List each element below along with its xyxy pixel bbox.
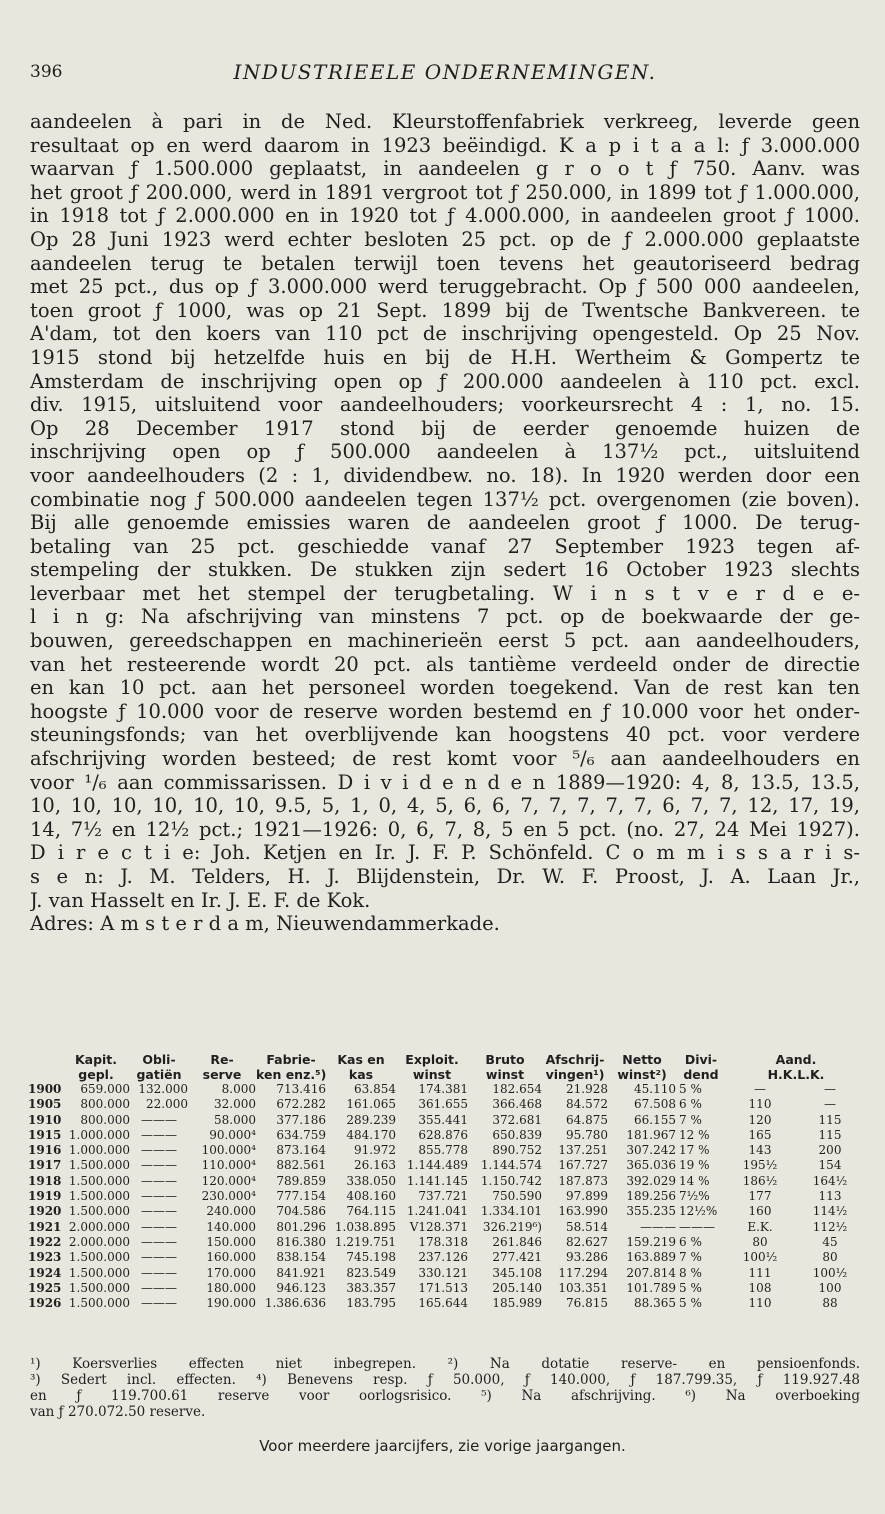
table-header-cell [28, 1067, 62, 1082]
table-cell: 1.150.742 [480, 1173, 542, 1188]
table-row [28, 1174, 866, 1189]
body-line: toen groot ƒ 1000, was op 21 Sept. 1899 bij de Twentsche Bankvereen. te [30, 298, 860, 322]
body-line: afschrijving worden besteed; de rest komt voor ⁵/₆ aan aandeelhouders en [30, 747, 860, 771]
table-cell: 377.186 [276, 1112, 326, 1127]
table-cell: 408.160 [346, 1189, 396, 1204]
table-cell: 63.854 [354, 1082, 396, 1096]
table-cell: 650.839 [492, 1127, 542, 1142]
table-row [28, 1250, 866, 1265]
table-header-cell: serve [202, 1067, 242, 1082]
table-cell: 88 [822, 1296, 838, 1311]
table-header-cell: Netto [622, 1052, 662, 1067]
table-cell: 137.251 [558, 1143, 608, 1158]
table-row [28, 1082, 866, 1097]
table-cell: 659.000 [80, 1082, 130, 1096]
body-line: 14, 7½ en 12½ pct.; 1921—1926: 0, 6, 7, 8, 5 en 5 pct. (no. 27, 24 Mei 1927). [30, 817, 860, 841]
table-cell: ——— [640, 1219, 676, 1234]
table-header-cell [28, 1052, 62, 1067]
table-cell: 1920 [28, 1204, 62, 1219]
table-row [28, 1113, 866, 1128]
table-cell: 946.123 [276, 1280, 326, 1295]
body-line: Amsterdam de inschrijving open op ƒ 200.000 aandeelen à 110 pct. excl. [30, 369, 860, 393]
table-cell: 1.144.489 [406, 1158, 468, 1173]
table-cell: 93.286 [566, 1250, 608, 1265]
table-row [28, 1189, 866, 1204]
table-cell: 189.256 [626, 1189, 676, 1204]
table-cell: 1.000.000 [68, 1127, 130, 1142]
table-cell: 95.780 [566, 1127, 608, 1142]
table-cell: 1.500.000 [68, 1250, 130, 1265]
table-cell: 1919 [28, 1189, 62, 1204]
table-cell: 22.000 [146, 1097, 188, 1112]
table-header-cell: Exploit. [405, 1052, 459, 1067]
table-cell: 355.441 [418, 1112, 468, 1127]
table-row [28, 1204, 866, 1219]
table-cell: 484.170 [346, 1127, 396, 1142]
table-cell: 132.000 [138, 1082, 188, 1096]
body-line: voor aandeelhouders (2 : 1, dividendbew. no. 18). In 1920 werden door een [30, 463, 860, 487]
table-cell: 365.036 [626, 1158, 676, 1173]
table-header-cell: winst²) [617, 1067, 667, 1082]
body-line: 10, 10, 10, 10, 10, 10, 9.5, 5, 1, 0, 4, 5, 6, 6, 7, 7, 7, 7, 7, 6, 7, 7, 12, 17, 19, [30, 794, 860, 818]
table-header-cell: dend [683, 1067, 719, 1082]
body-line: in 1918 tot ƒ 2.000.000 en in 1920 tot ƒ 4.000.000, in aandeelen groot ƒ 1000. [30, 204, 860, 228]
table-cell: 150.000 [206, 1234, 256, 1249]
table-cell: 330.121 [418, 1265, 468, 1280]
table-cell: ——— [141, 1265, 177, 1280]
table-cell: — [824, 1082, 836, 1096]
table-cell: 110.000⁴ [201, 1158, 256, 1173]
table-cell: 12½% [679, 1204, 718, 1219]
table-cell: 84.572 [566, 1097, 608, 1112]
body-line: resultaat op en werd daarom in 1923 beëindigd. K a p i t a a l: ƒ 3.000.000 [30, 133, 860, 157]
body-line: inschrijving open op ƒ 500.000 aandeelen à 137½ pct., uitsluitend [30, 440, 860, 464]
table-cell: 1.141.145 [406, 1173, 468, 1188]
table-cell: 750.590 [492, 1189, 542, 1204]
table-cell: 326.219⁶) [482, 1219, 542, 1234]
table-cell: 5 % [679, 1082, 702, 1096]
table-cell: 165 [748, 1127, 772, 1142]
table-cell: 181.967 [626, 1127, 676, 1142]
table-cell: 838.154 [276, 1250, 326, 1265]
table-header-cell: Obli- [142, 1052, 176, 1067]
table-cell: 1910 [28, 1112, 62, 1127]
table-cell: 183.795 [346, 1296, 396, 1311]
table-cell: 1.386.636 [264, 1296, 326, 1311]
body-line: waarvan ƒ 1.500.000 geplaatst, in aandeelen g r o o t ƒ 750. Aanv. was [30, 157, 860, 181]
table-row [28, 1281, 866, 1296]
table-header-cell: Fabrie- [266, 1052, 316, 1067]
table-cell: 277.421 [492, 1250, 542, 1265]
table-cell: ——— [141, 1234, 177, 1249]
table-cell: 361.655 [418, 1097, 468, 1112]
table-header-cell: Kapit. [74, 1052, 118, 1067]
table-cell: 45.110 [634, 1082, 676, 1096]
table-row [28, 1235, 866, 1250]
table-header-cell: Re- [210, 1052, 234, 1067]
table-cell: E.K. [747, 1219, 773, 1234]
table-cell: 187.873 [558, 1173, 608, 1188]
table-header-cell: Divi- [684, 1052, 718, 1067]
table-cell: 1.500.000 [68, 1280, 130, 1295]
table-cell: 103.351 [558, 1280, 608, 1295]
table-cell: 1916 [28, 1143, 62, 1158]
table-cell: 1905 [28, 1097, 62, 1112]
table-cell: 185.989 [492, 1296, 542, 1311]
table-cell: 117.294 [558, 1265, 608, 1280]
table-cell: 66.155 [634, 1112, 676, 1127]
table-cell: 58.000 [214, 1112, 256, 1127]
table-cell: 882.561 [276, 1158, 326, 1173]
body-line: voor ¹/₆ aan commissarissen. D i v i d e n d e n 1889—1920: 4, 8, 13.5, 13.5, [30, 770, 860, 794]
body-line: en kan 10 pct. aan het personeel worden toegekend. Van de rest kan ten [30, 676, 860, 700]
body-line: van het resteerende wordt 20 pct. als tantième verdeeld onder de directie [30, 652, 860, 676]
table-cell: 171.513 [418, 1280, 468, 1295]
table-cell: 154 [818, 1158, 842, 1173]
table-cell: 114½ [812, 1204, 848, 1219]
table-row [28, 1143, 866, 1158]
table-cell: 1.038.895 [334, 1219, 396, 1234]
table-header-cell: Bruto [485, 1052, 525, 1067]
financial-table [28, 1052, 866, 1311]
table-cell: 1.000.000 [68, 1143, 130, 1158]
table-cell: 12 % [679, 1127, 710, 1142]
table-cell: 186½ [742, 1173, 778, 1188]
table-cell: 165.644 [418, 1296, 468, 1311]
table-cell: 1918 [28, 1173, 62, 1188]
body-line: A'dam, tot den koers van 110 pct de inschrijving opengesteld. Op 25 Nov. [30, 322, 860, 346]
page-header [30, 60, 860, 88]
table-cell: 163.889 [626, 1250, 676, 1265]
table-header-cell: kas [348, 1067, 374, 1082]
table-cell: 289.239 [346, 1112, 396, 1127]
table-cell: 841.921 [276, 1265, 326, 1280]
table-cell: 161.065 [346, 1097, 396, 1112]
table-row [28, 1158, 866, 1173]
table-cell: 115 [818, 1127, 842, 1142]
table-cell: 80 [752, 1234, 768, 1249]
table-cell: 76.815 [566, 1296, 608, 1311]
table-cell: 1922 [28, 1234, 62, 1249]
table-cell: ——— [679, 1219, 715, 1234]
table-header-cell: Kas en [337, 1052, 385, 1067]
table-cell: — [754, 1082, 766, 1096]
body-line: D i r e c t i e: Joh. Ketjen en Ir. J. F. P. Schönfeld. C o m m i s s a r i s- [30, 841, 860, 865]
table-cell: 108 [748, 1280, 772, 1295]
table-header-cell: winst [412, 1067, 452, 1082]
table-cell: 7½% [679, 1189, 710, 1204]
body-line: 1915 stond bij hetzelfde huis en bij de H.H. Wertheim & Gompertz te [30, 345, 860, 369]
table-cell: 160 [748, 1204, 772, 1219]
financial-table-wrap [28, 1052, 866, 1311]
table-row [28, 1296, 866, 1311]
table-row [28, 1097, 866, 1112]
table-cell: 240.000 [206, 1204, 256, 1219]
table-cell: 164½ [812, 1173, 848, 1188]
table-cell: 2.000.000 [68, 1219, 130, 1234]
body-line: div. 1915, uitsluitend voor aandeelhouders; voorkeursrecht 4 : 1, no. 15. [30, 393, 860, 417]
table-cell: 67.508 [634, 1097, 676, 1112]
footnote-line: ¹) Koersverlies effecten niet inbegrepen. ²) Na dotatie reserve- en pensioenfonds. [30, 1356, 860, 1372]
table-row [28, 1220, 866, 1235]
table-cell: 1.500.000 [68, 1265, 130, 1280]
table-cell: ——— [141, 1173, 177, 1188]
table-cell: ——— [141, 1112, 177, 1127]
table-cell: 372.681 [492, 1112, 542, 1127]
table-cell: 1.500.000 [68, 1204, 130, 1219]
body-line: betaling van 25 pct. geschiedde vanaf 27 September 1923 tegen af- [30, 534, 860, 558]
table-cell: 383.357 [346, 1280, 396, 1295]
table-cell: 2.000.000 [68, 1234, 130, 1249]
table-cell: 177 [748, 1189, 772, 1204]
table-cell: 855.778 [418, 1143, 468, 1158]
body-line: bouwen, gereedschappen en machinerieën eerst 5 pct. aan aandeelhouders, [30, 629, 860, 653]
table-cell: 789.859 [276, 1173, 326, 1188]
closing-note: Voor meerdere jaarcijfers, zie vorige jaargangen. [259, 1437, 626, 1455]
table-cell: 100.000⁴ [201, 1143, 256, 1158]
table-cell: ——— [141, 1204, 177, 1219]
table-cell: 160.000 [206, 1250, 256, 1265]
body-line: het groot ƒ 200.000, werd in 1891 vergroot tot ƒ 250.000, in 1899 tot ƒ 1.000.000, [30, 180, 860, 204]
table-cell: 345.108 [492, 1265, 542, 1280]
table-header-cell: winst [485, 1067, 525, 1082]
table-cell: 1915 [28, 1127, 62, 1142]
table-cell: 110 [748, 1097, 772, 1112]
table-cell: 1.219.751 [334, 1234, 396, 1249]
table-cell: 190.000 [206, 1296, 256, 1311]
body-line: aandeelen à pari in de Ned. Kleurstoffenfabriek verkreeg, leverde geen [30, 110, 860, 133]
table-cell: ——— [141, 1280, 177, 1295]
table-cell: 14 % [679, 1173, 710, 1188]
body-text [30, 110, 860, 936]
table-cell: 112½ [812, 1219, 848, 1234]
table-header-row [28, 1067, 866, 1082]
table-cell: 100 [818, 1280, 842, 1295]
table-cell: 307.242 [626, 1143, 676, 1158]
table-cell: 64.875 [566, 1112, 608, 1127]
table-cell: 801.296 [276, 1219, 326, 1234]
table-cell: 170.000 [206, 1265, 256, 1280]
table-cell: 32.000 [214, 1097, 256, 1112]
table-cell: 178.318 [418, 1234, 468, 1249]
table-cell: 19 % [679, 1158, 710, 1173]
table-cell: 113 [818, 1189, 842, 1204]
table-cell: 890.752 [492, 1143, 542, 1158]
table-cell: 737.721 [418, 1189, 468, 1204]
page-number: 396 [30, 62, 63, 82]
table-row [28, 1128, 866, 1143]
table-header-cell: ken enz.⁵) [256, 1067, 326, 1082]
body-line: hoogste ƒ 10.000 voor de reserve worden bestemd en ƒ 10.000 voor het onder- [30, 699, 860, 723]
body-line: J. van Hasselt en Ir. J. E. F. de Kok. [30, 888, 371, 912]
table-cell: 110 [748, 1296, 772, 1311]
footnote-line: ³) Sedert incl. effecten. ⁴) Benevens resp. ƒ 50.000, ƒ 140.000, ƒ 187.799.35, ƒ 119.927.48 [30, 1372, 860, 1388]
body-line: stempeling der stukken. De stukken zijn sedert 16 October 1923 slechts [30, 558, 860, 582]
table-cell: 261.846 [492, 1234, 542, 1249]
table-cell: 1924 [28, 1265, 62, 1280]
table-cell: 1900 [28, 1082, 62, 1096]
table-cell: 26.163 [354, 1158, 396, 1173]
body-line: leverbaar met het stempel der terugbetaling. W i n s t v e r d e e- [30, 581, 860, 605]
table-cell: 205.140 [492, 1280, 542, 1295]
table-cell: 1926 [28, 1296, 62, 1311]
table-cell: 120.000⁴ [201, 1173, 256, 1188]
body-line: Bij alle genoemde emissies waren de aandeelen groot ƒ 1000. De terug- [30, 511, 860, 535]
table-cell: 21.928 [566, 1082, 608, 1096]
table-cell: 82.627 [566, 1234, 608, 1249]
table-cell: 90.000⁴ [209, 1127, 256, 1142]
table-header-cell: H.K.L.K. [767, 1067, 825, 1082]
table-cell: 182.654 [492, 1082, 542, 1096]
table-cell: 800.000 [80, 1112, 130, 1127]
table-cell: 101.789 [626, 1280, 676, 1295]
running-title: INDUSTRIEELE ONDERNEMINGEN. [233, 60, 657, 84]
body-line: aandeelen terug te betalen terwijl toen tevens het geautoriseerd bedrag [30, 251, 860, 275]
table-cell: 672.282 [276, 1097, 326, 1112]
table-cell: ——— [141, 1250, 177, 1265]
table-cell: 200 [818, 1143, 842, 1158]
table-cell: 1921 [28, 1219, 62, 1234]
table-cell: 1.334.101 [480, 1204, 542, 1219]
table-cell: 1.500.000 [68, 1173, 130, 1188]
table-cell: ——— [141, 1296, 177, 1311]
table-cell: 800.000 [80, 1097, 130, 1112]
table-cell: 1.241.041 [406, 1204, 468, 1219]
table-cell: 713.416 [276, 1082, 326, 1096]
table-cell: 7 % [679, 1112, 702, 1127]
table-cell: 1.500.000 [68, 1158, 130, 1173]
body-line: Op 28 Juni 1923 werd echter besloten 25 pct. op de ƒ 2.000.000 geplaatste [30, 227, 860, 251]
table-cell: 140.000 [206, 1219, 256, 1234]
table-cell: 143 [748, 1143, 772, 1158]
body-line: s e n: J. M. Telders, H. J. Blijdenstein, Dr. W. F. Proost, J. A. Laan Jr., [30, 865, 860, 888]
table-cell: 6 % [679, 1234, 702, 1249]
footnotes [30, 1356, 860, 1420]
table-cell: 628.876 [418, 1127, 468, 1142]
table-cell: 355.235 [626, 1204, 676, 1219]
table-cell: 1923 [28, 1250, 62, 1265]
body-line: combinatie nog ƒ 500.000 aandeelen tegen 137½ pct. overgenomen (zie boven). [30, 487, 860, 511]
table-cell: 392.029 [626, 1173, 676, 1188]
table-header-cell: gepl. [78, 1067, 114, 1082]
table-cell: 5 % [679, 1280, 702, 1295]
table-cell: ——— [141, 1219, 177, 1234]
table-cell: ——— [141, 1189, 177, 1204]
table-cell: 100½ [812, 1265, 848, 1280]
table-cell: 764.115 [346, 1204, 396, 1219]
table-cell: 180.000 [206, 1280, 256, 1295]
table-cell: 100½ [742, 1250, 778, 1265]
table-cell: 8.000 [221, 1082, 256, 1096]
table-cell: 8 % [679, 1265, 702, 1280]
table-cell: 230.000⁴ [201, 1189, 256, 1204]
table-cell: 1925 [28, 1280, 62, 1295]
footnote-line: en ƒ 119.700.61 reserve voor oorlogsrisico. ⁵) Na afschrijving. ⁶) Na overboeking [30, 1388, 860, 1404]
table-header-cell: vingen¹) [545, 1067, 605, 1082]
table-cell: 167.727 [558, 1158, 608, 1173]
table-cell: 7 % [679, 1250, 702, 1265]
footnote-line: van ƒ 270.072.50 reserve. [30, 1404, 206, 1420]
table-cell: 366.468 [492, 1097, 542, 1112]
table-cell: 1.500.000 [68, 1189, 130, 1204]
table-cell: 58.514 [566, 1219, 608, 1234]
table-cell: 88.365 [634, 1296, 676, 1311]
table-header-cell: Afschrij- [545, 1052, 605, 1067]
table-cell: 823.549 [346, 1265, 396, 1280]
table-cell: 1.144.574 [480, 1158, 542, 1173]
body-line: l i n g: Na afschrijving van minstens 7 pct. op de boekwaarde der ge- [30, 605, 860, 629]
table-cell: 207.814 [626, 1265, 676, 1280]
table-cell: 17 % [679, 1143, 710, 1158]
table-cell: 111 [748, 1265, 772, 1280]
table-cell: 816.380 [276, 1234, 326, 1249]
table-cell: 704.586 [276, 1204, 326, 1219]
table-cell: 777.154 [276, 1189, 326, 1204]
table-cell: — [824, 1097, 836, 1112]
table-cell: 45 [822, 1234, 838, 1249]
table-cell: 634.759 [276, 1127, 326, 1142]
table-cell: 163.990 [558, 1204, 608, 1219]
body-line: Op 28 December 1917 stond bij de eerder genoemde huizen de [30, 416, 860, 440]
table-cell: 745.198 [346, 1250, 396, 1265]
table-cell: 115 [818, 1112, 842, 1127]
table-cell: 1917 [28, 1158, 62, 1173]
table-cell: 338.050 [346, 1173, 396, 1188]
table-header-cell: Aand. [775, 1052, 817, 1067]
table-header-cell: gatiën [136, 1067, 182, 1082]
body-line: steuningsfonds; van het overblijvende kan hoogstens 40 pct. voor verdere [30, 723, 860, 747]
table-cell: 91.972 [354, 1143, 396, 1158]
table-cell: 5 % [679, 1296, 702, 1311]
table-cell: 1.500.000 [68, 1296, 130, 1311]
table-cell: 97.899 [566, 1189, 608, 1204]
table-cell: 120 [748, 1112, 772, 1127]
body-line: Adres: A m s t e r d a m, Nieuwendammerkade. [30, 912, 500, 936]
table-header-row [28, 1052, 866, 1067]
table-cell: 237.126 [418, 1250, 468, 1265]
table-cell: 873.164 [276, 1143, 326, 1158]
table-cell: ——— [141, 1158, 177, 1173]
table-cell: V128.371 [409, 1219, 468, 1234]
body-line: met 25 pct., dus op ƒ 3.000.000 werd teruggebracht. Op ƒ 500 000 aandeelen, [30, 275, 860, 299]
table-row [28, 1266, 866, 1281]
table-cell: ——— [141, 1127, 177, 1142]
table-cell: 174.381 [418, 1082, 468, 1096]
table-cell: 80 [822, 1250, 838, 1265]
table-cell: ——— [141, 1143, 177, 1158]
table-cell: 6 % [679, 1097, 702, 1112]
table-cell: 195½ [742, 1158, 778, 1173]
table-cell: 159.219 [626, 1234, 676, 1249]
